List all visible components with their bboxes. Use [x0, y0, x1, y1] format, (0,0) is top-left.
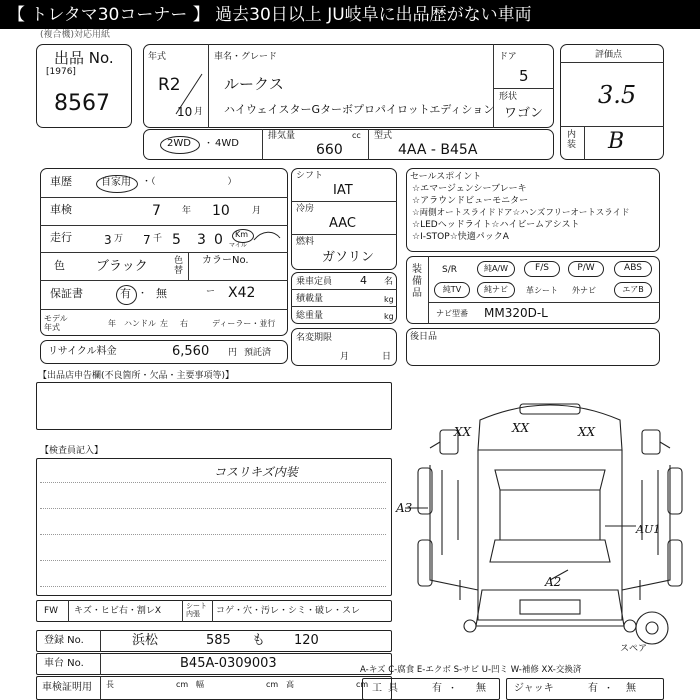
color-value: ブラック	[96, 259, 148, 274]
rear-notes-label: 後日品	[410, 332, 438, 342]
damage-mark-roof-mid: XX	[512, 421, 530, 435]
damage-mark-rear: A2	[545, 575, 562, 589]
equip-ext-navi: 外ナビ	[572, 286, 596, 295]
fw-label: FW	[44, 606, 59, 616]
divider	[262, 129, 263, 160]
divider	[100, 653, 101, 675]
damage-mark-right: AU1	[636, 523, 661, 536]
damage-mark-roof-left: XX	[454, 425, 472, 439]
displacement-label: 排気量	[268, 131, 296, 141]
navi-model-label: ナビ型番	[436, 309, 468, 318]
chassis-value: B45A-0309003	[180, 656, 277, 671]
name-change-label: 名変期限	[296, 333, 333, 343]
interior-label: 内装	[567, 130, 577, 150]
history-value: 自家用	[101, 177, 131, 188]
shift-value: IAT	[333, 183, 353, 198]
warranty-dot: ・	[138, 289, 148, 299]
divider	[40, 309, 288, 310]
sales-point-item: ☆アラウンドビューモニター	[412, 196, 529, 206]
registration-city: 浜松	[132, 633, 159, 648]
fw-items: キズ・ヒビ右・割レX	[74, 606, 161, 616]
divider	[493, 88, 554, 89]
mileage-label: 走行	[50, 231, 72, 244]
inspection-month: 10	[212, 203, 230, 219]
capacity-unit: 名	[384, 277, 394, 287]
score-value: 3.5	[598, 81, 637, 109]
divider	[40, 560, 386, 561]
recycle-unit: 円	[228, 348, 238, 358]
inspection-year-unit: 年	[182, 206, 192, 216]
divider	[560, 126, 664, 127]
cert-width: 幅	[196, 680, 204, 689]
divider	[100, 676, 101, 700]
divider	[291, 289, 397, 290]
cert-length-unit: cm	[176, 680, 189, 689]
cert-width-unit: cm	[266, 680, 279, 689]
name-change-month: 月	[340, 352, 350, 362]
cert-height: 高	[286, 680, 294, 689]
mileage-man: 3	[104, 233, 112, 247]
year-month: 10	[177, 105, 193, 119]
divider	[40, 280, 288, 281]
drive-2wd: 2WD	[167, 138, 191, 149]
tools-label: 工具	[372, 683, 404, 694]
model-label: 車名・グレード	[214, 52, 278, 62]
handle-right: 右	[180, 319, 188, 328]
model-year-unit: 年	[108, 319, 116, 328]
lot-number: 8567	[54, 91, 110, 116]
equip-pw: P/W	[568, 261, 604, 277]
divider	[208, 44, 209, 128]
tools-no: 無	[476, 683, 486, 694]
navi-model-value: MM320D-L	[484, 306, 548, 320]
cert-height-unit: cm	[356, 680, 369, 689]
divider	[291, 201, 397, 202]
registration-class: 585	[206, 633, 231, 648]
warranty-no: 無	[156, 287, 167, 300]
inspection-year: 7	[152, 203, 161, 219]
history-label: 車歴	[50, 175, 72, 188]
lot-label: 出品 No.	[54, 49, 114, 67]
registration-kana: も	[252, 633, 266, 648]
shape-label: 形状	[499, 92, 518, 102]
mileage-mile: マイル	[229, 242, 247, 249]
divider	[428, 256, 429, 324]
model-name: ルークス	[224, 75, 284, 93]
registration-label: 登録 No.	[44, 635, 84, 646]
color-change-label: 色替	[174, 256, 184, 276]
jack-label: ジャッキ	[514, 683, 554, 694]
equipment-label: 装備品	[412, 264, 422, 299]
inspector-label: 【検査員記入】	[40, 446, 104, 456]
divider	[182, 600, 183, 622]
displacement-value: 660	[316, 142, 343, 158]
divider	[40, 197, 288, 198]
equip-fs: F/S	[524, 261, 560, 277]
model-code-label: 型式	[374, 131, 393, 141]
divider	[40, 586, 386, 587]
model-code-value: 4AA - B45A	[398, 142, 478, 158]
doors-value: 5	[519, 67, 529, 85]
equip-navi: 純ナビ	[477, 282, 515, 298]
color-no-dash: ー	[206, 287, 216, 297]
inspector-note: コスリキズ内装	[214, 465, 298, 479]
dealer-notes-label: 【出品店申告欄(不良箇所・欠品・主要事項等)】	[38, 371, 235, 381]
warranty-label: 保証書	[50, 287, 83, 300]
shift-label: シフト	[296, 171, 324, 181]
chassis-label: 車台 No.	[44, 658, 84, 669]
handle-left: 左	[160, 319, 168, 328]
year-era: R2	[158, 75, 181, 95]
recycle-value: 6,560	[172, 344, 210, 359]
model-year-label2: 年式	[44, 323, 60, 332]
dealer-notes-box	[36, 382, 392, 430]
color-no-label: カラーNo.	[202, 255, 249, 266]
year-label: 年式	[148, 52, 167, 62]
handle-label: ハンドル	[124, 319, 156, 328]
mileage-km: Km	[235, 230, 249, 239]
color-label: 色	[54, 259, 65, 272]
damage-mark-left: A3	[396, 501, 413, 515]
equip-tv: 純TV	[434, 282, 470, 298]
mileage-sen-unit: 千	[153, 234, 163, 244]
jack-no: 無	[626, 683, 636, 694]
divider	[40, 508, 386, 509]
interior-value: B	[608, 129, 625, 154]
divider	[368, 129, 369, 160]
equip-leather: 革シート	[526, 286, 558, 295]
mileage-d2: 3	[197, 232, 206, 248]
sales-points-label: セールスポイント	[410, 172, 482, 182]
rear-notes-box	[406, 328, 660, 366]
mileage-d1: 5	[172, 232, 181, 248]
doors-label: ドア	[499, 52, 517, 62]
aircon-value: AAC	[329, 216, 356, 231]
mileage-sen: 7	[143, 233, 151, 247]
mileage-arrow-icon	[252, 228, 282, 244]
divider	[188, 252, 189, 280]
fw-items2: コゲ・穴・汚レ・シミ・破レ・スレ	[216, 606, 361, 616]
name-change-day: 日	[382, 352, 392, 362]
registration-number: 120	[294, 633, 319, 648]
recycle-label: リサイクル料金	[48, 346, 117, 357]
load-unit: kg	[384, 295, 394, 304]
history-rest: ・（ ）	[142, 177, 237, 187]
fuel-label: 燃料	[296, 237, 315, 247]
capacity-value: 4	[360, 274, 367, 287]
lot-small-code: [1976]	[46, 67, 76, 77]
sales-point-item: ☆I-STOP☆快適パックA	[412, 232, 509, 242]
sub-header: (複合機)対応用紙	[40, 30, 111, 40]
year-month-unit: 月	[194, 107, 204, 117]
fuel-value: ガソリン	[322, 250, 375, 265]
inspection-month-unit: 月	[252, 206, 262, 216]
sales-point-item: ☆両側オートスライドドア☆ハンズフリーオートスライド	[412, 208, 630, 218]
damage-legend: A-キズ C-腐食 E-エクボ S-サビ U-凹ミ W-補修 XX-交換済	[360, 665, 582, 675]
tools-dot: ・	[448, 684, 458, 694]
equip-airbag: エアB	[614, 282, 652, 298]
inspection-label: 車検	[50, 203, 72, 216]
divider	[68, 600, 69, 622]
warranty-yes: 有	[120, 287, 131, 300]
gross-label: 総重量	[296, 311, 324, 321]
load-label: 積載量	[296, 294, 324, 304]
certificate-label: 車検証明用	[42, 682, 92, 693]
spare-label: スペア	[620, 644, 648, 654]
mileage-d3: 0	[214, 232, 223, 248]
aircon-label: 冷房	[296, 204, 315, 214]
divider	[428, 302, 660, 303]
divider	[40, 252, 288, 253]
divider	[291, 306, 397, 307]
score-label: 評価点	[595, 50, 623, 60]
drive-dot: ・	[204, 139, 214, 149]
capacity-label: 乗車定員	[296, 277, 333, 287]
sales-point-item: ☆LEDヘッドライト☆ハイビームアシスト	[412, 220, 580, 230]
divider	[40, 225, 288, 226]
divider	[291, 234, 397, 235]
equip-sr: S/R	[442, 265, 457, 275]
jack-yes: 有	[588, 683, 598, 694]
divider	[584, 126, 585, 160]
damage-mark-roof-right: XX	[578, 425, 596, 439]
equip-abs: ABS	[614, 261, 652, 277]
model-grade: ハイウェイスターGターボプロパイロットエディション	[224, 103, 495, 116]
fw-sheet: シート内張	[186, 602, 207, 618]
recycle-note: 預託済	[244, 348, 272, 358]
equip-awheel: 純A/W	[477, 261, 515, 277]
dealer-label: ディーラー・並行	[212, 319, 276, 328]
jack-dot: ・	[604, 684, 614, 694]
model-year-label: モデル	[44, 314, 68, 323]
gross-unit: kg	[384, 312, 394, 321]
cert-length: 長	[106, 680, 114, 689]
shape-value: ワゴン	[504, 106, 544, 121]
color-no-value: X42	[228, 285, 256, 301]
displacement-unit: cc	[352, 131, 361, 140]
drive-4wd: 4WD	[215, 138, 239, 149]
mileage-man-unit: 万	[114, 234, 124, 244]
divider	[560, 62, 664, 63]
tools-yes: 有	[432, 683, 442, 694]
divider	[100, 630, 101, 652]
divider	[40, 534, 386, 535]
divider	[212, 600, 213, 622]
divider	[40, 482, 386, 483]
sales-point-item: ☆エマージェンシーブレーキ	[412, 184, 527, 194]
banner-title: 【 トレタマ30コーナー 】 過去30日以上 JU岐阜に出品歴がない車両	[8, 5, 532, 25]
